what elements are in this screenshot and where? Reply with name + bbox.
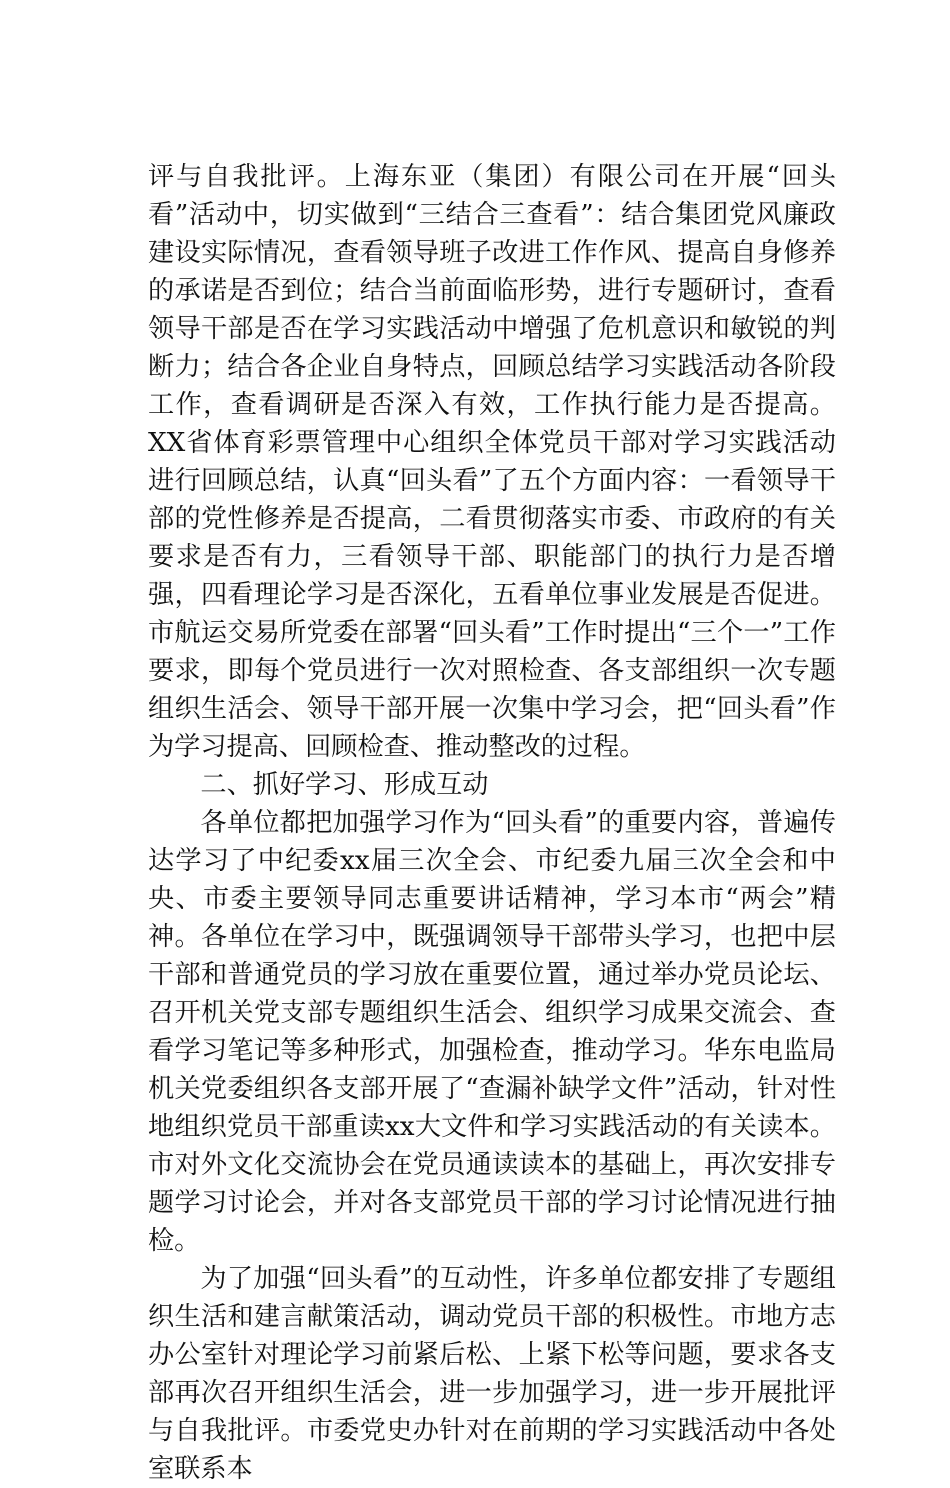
paragraph-continuation: 评与自我批评。上海东亚（集团）有限公司在开展“回头看”活动中，切实做到“三结合三查看”：结合集团党风廉政建设实际情况，查看领导班子改进工作作风、提高自身修养的承诺是否到位；结合当前面临形势，进行专题研讨，查看领导干部是否在学习实践活动中增强了危机意识和敏锐的判断力；结合各企业自身特点，回顾总结学习实践活动各阶段工作，查看调研是否深入有效，工作执行能力是否提高。XX省体育彩票管理中心组织全体党员干部对学习实践活动进行回顾总结，认真“回头看”了五个方面内容：一看领导干部的党性修养是否提高，二看贯彻落实市委、市政府的有关要求是否有力，三看领导干部、职能部门的执行力是否增强，四看理论学习是否深化，五看单位事业发展是否促进。市航运交易所党委在部署“回头看”工作时提出“三个一”工作要求，即每个党员进行一次对照检查、各支部组织一次专题组织生活会、领导干部开展一次集中学习会，把“回头看”作为学习提高、回顾检查、推动整改的过程。 (148, 162, 836, 762)
paragraph-interaction: 为了加强“回头看”的互动性，许多单位都安排了专题组织生活和建言献策活动，调动党员干部的积极性。市地方志办公室针对理论学习前紧后松、上紧下松等问题，要求各支部再次召开组织生活会，进一步加强学习，进一步开展批评与自我批评。市委党史办针对在前期的学习实践活动中各处室联系本 (148, 1264, 836, 1484)
document-page (148, 158, 836, 1488)
paragraph-study: 各单位都把加强学习作为“回头看”的重要内容，普遍传达学习了中纪委xx届三次全会、市纪委九届三次全会和中央、市委主要领导同志重要讲话精神，学习本市“两会”精神。各单位在学习中，既强调领导干部带头学习，也把中层干部和普通党员的学习放在重要位置，通过举办党员论坛、召开机关党支部专题组织生活会、组织学习成果交流会、查看学习笔记等多种形式，加强检查，推动学习。华东电监局机关党委组织各支部开展了“查漏补缺学文件”活动，针对性地组织党员干部重读xx大文件和学习实践活动的有关读本。市对外文化交流协会在党员通读读本的基础上，再次安排专题学习讨论会，并对各支部党员干部的学习讨论情况进行抽检。 (148, 808, 836, 1256)
section-heading: 二、抓好学习、形成互动 (200, 770, 489, 800)
